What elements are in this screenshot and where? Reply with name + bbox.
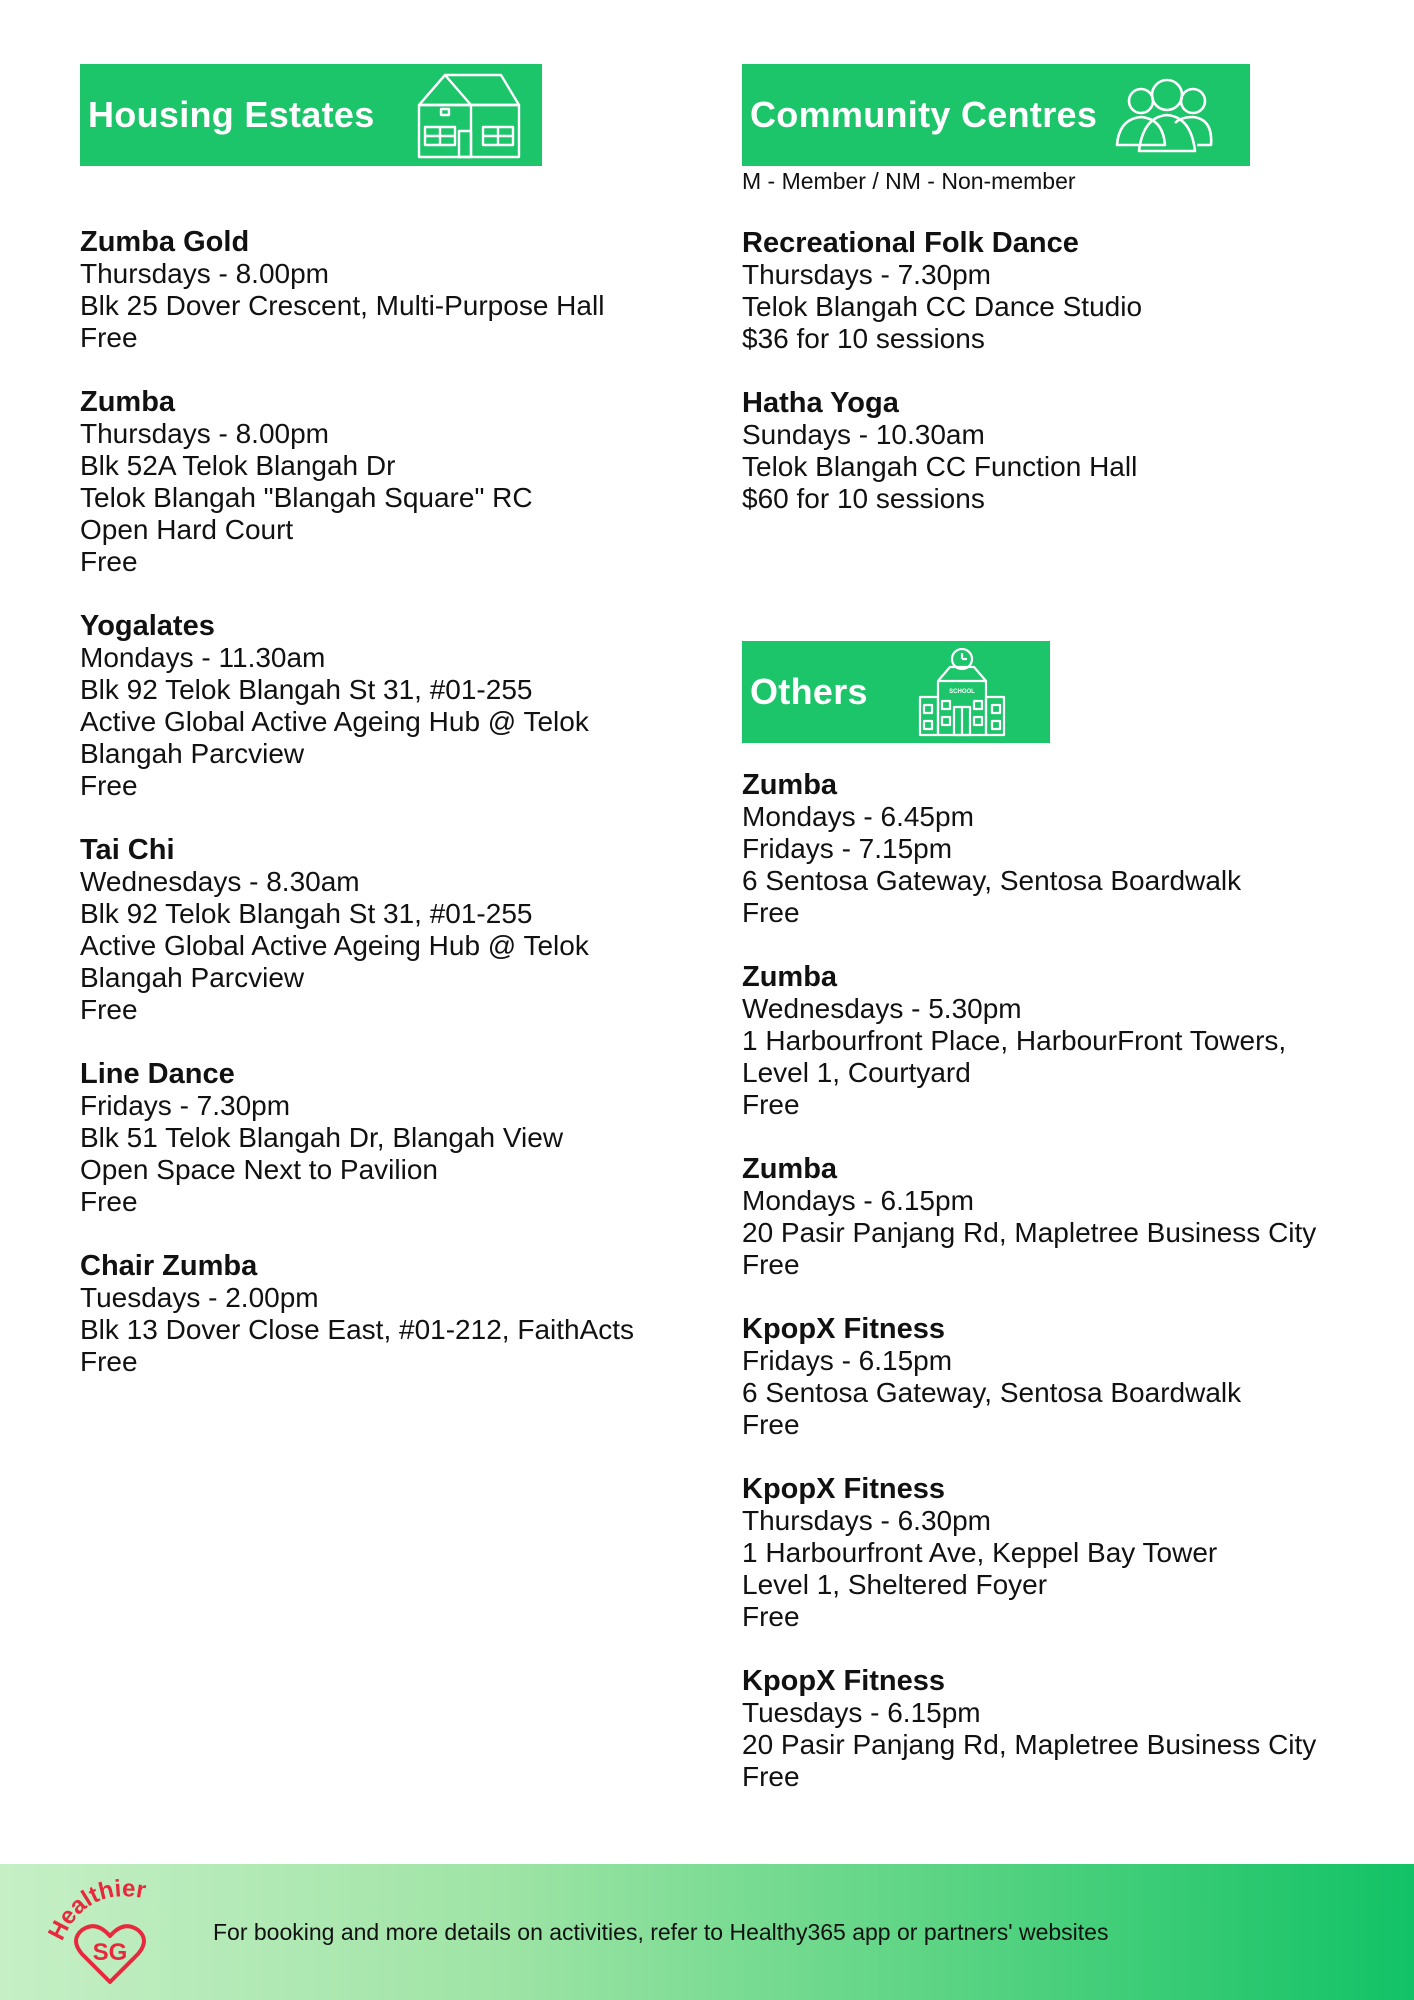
activity-detail: 1 Harbourfront Ave, Keppel Bay Tower — [742, 1537, 1218, 1568]
footer-bar — [0, 1864, 1414, 2000]
activity-detail: Open Space Next to Pavilion — [80, 1154, 438, 1185]
community-activity-list — [742, 227, 1382, 515]
community-centres-section — [742, 64, 1382, 547]
house-icon — [415, 69, 523, 161]
activity-item — [80, 226, 680, 354]
activity-detail: Mondays - 11.30am — [80, 642, 326, 673]
activity-detail: Thursdays - 7.30pm — [742, 259, 991, 290]
activity-detail: Level 1, Sheltered Foyer — [742, 1569, 1048, 1600]
activity-detail: Blk 92 Telok Blangah St 31, #01-255 — [80, 674, 533, 705]
activity-detail: Free — [742, 1409, 800, 1440]
activity-name: Chair Zumba — [80, 1250, 258, 1282]
school-sign-text: SCHOOL — [949, 689, 975, 695]
activity-name: Zumba — [742, 961, 838, 993]
activity-detail: Blk 52A Telok Blangah Dr — [80, 450, 396, 481]
activity-name: Hatha Yoga — [742, 387, 899, 419]
logo-top-text: ealthier — [53, 1876, 148, 1930]
activity-detail: Active Global Active Ageing Hub @ Telok — [80, 706, 589, 737]
activity-detail: Free — [80, 546, 138, 577]
housing-estates-section — [80, 64, 680, 1410]
activity-name: KpopX Fitness — [742, 1313, 946, 1345]
activity-item — [742, 387, 1382, 515]
activity-item — [742, 1153, 1382, 1281]
activity-name: KpopX Fitness — [742, 1473, 946, 1505]
activity-item — [742, 227, 1382, 355]
activity-detail: 20 Pasir Panjang Rd, Mapletree Business City — [742, 1217, 1317, 1248]
activity-item — [80, 834, 680, 1026]
activity-detail: Free — [742, 1761, 800, 1792]
activity-item — [80, 1250, 680, 1378]
section-title: Community Centres — [750, 94, 1098, 135]
activity-detail: Mondays - 6.45pm — [742, 801, 974, 832]
activity-detail: Free — [80, 770, 138, 801]
activity-item — [742, 1473, 1382, 1633]
activity-detail: Wednesdays - 8.30am — [80, 866, 360, 897]
activity-detail: Mondays - 6.15pm — [742, 1185, 974, 1216]
activity-name: Zumba — [742, 769, 838, 801]
section-title: Others — [750, 671, 868, 712]
activity-name: Tai Chi — [80, 834, 175, 866]
activity-detail: Fridays - 6.15pm — [742, 1345, 953, 1376]
activity-detail: Open Hard Court — [80, 514, 294, 545]
activity-detail: Level 1, Courtyard — [742, 1057, 971, 1088]
activity-detail: Fridays - 7.15pm — [742, 833, 953, 864]
activity-detail: 20 Pasir Panjang Rd, Mapletree Business City — [742, 1729, 1317, 1760]
footer-note: For booking and more details on activities, refer to Healthy365 app or partners' websites — [213, 1918, 1109, 1945]
logo-bottom-text: SG — [92, 1939, 128, 1966]
activity-detail: Blk 13 Dover Close East, #01-212, FaithActs — [80, 1314, 635, 1345]
activity-detail: Thursdays - 8.00pm — [80, 418, 329, 449]
activity-name: Yogalates — [80, 610, 215, 642]
community-centres-banner — [742, 64, 1250, 166]
activity-detail: Free — [80, 1346, 138, 1377]
activity-detail: 1 Harbourfront Place, HarbourFront Towers, — [742, 1025, 1287, 1056]
activity-detail: Free — [742, 1089, 800, 1120]
activity-detail: Telok Blangah "Blangah Square" RC — [80, 482, 533, 513]
activity-detail: Blangah Parcview — [80, 738, 305, 769]
activity-detail: Free — [80, 1186, 138, 1217]
activity-detail: 6 Sentosa Gateway, Sentosa Boardwalk — [742, 865, 1242, 896]
housing-activity-list — [80, 226, 680, 1378]
activity-detail: 6 Sentosa Gateway, Sentosa Boardwalk — [742, 1377, 1242, 1408]
activity-item — [742, 961, 1382, 1121]
activity-name: Recreational Folk Dance — [742, 227, 1079, 259]
activity-detail: Tuesdays - 6.15pm — [742, 1697, 981, 1728]
others-section — [742, 641, 1382, 1825]
others-banner — [742, 641, 1050, 743]
activity-name: KpopX Fitness — [742, 1665, 946, 1697]
activity-name: Line Dance — [80, 1058, 235, 1090]
activity-detail: Telok Blangah CC Function Hall — [742, 451, 1138, 482]
activity-detail: Active Global Active Ageing Hub @ Telok — [80, 930, 589, 961]
activity-item — [742, 1665, 1382, 1793]
activity-detail: Blangah Parcview — [80, 962, 305, 993]
housing-estates-banner — [80, 64, 542, 166]
school-icon — [916, 645, 1008, 739]
activity-detail: Free — [80, 322, 138, 353]
activity-item — [742, 1313, 1382, 1441]
activity-detail: Tuesdays - 2.00pm — [80, 1282, 319, 1313]
activity-item — [80, 610, 680, 802]
activity-name: Zumba — [742, 1153, 838, 1185]
section-title: Housing Estates — [88, 94, 375, 135]
activity-detail: Telok Blangah CC Dance Studio — [742, 291, 1143, 322]
svg-text:Healthier — [48, 1876, 148, 1944]
activity-detail: Wednesdays - 5.30pm — [742, 993, 1022, 1024]
others-activity-list — [742, 769, 1382, 1793]
activity-item — [80, 1058, 680, 1218]
activity-detail: Thursdays - 6.30pm — [742, 1505, 991, 1536]
activity-detail: Free — [742, 1601, 800, 1632]
activity-detail: Blk 51 Telok Blangah Dr, Blangah View — [80, 1122, 564, 1153]
activity-item — [742, 769, 1382, 929]
activity-name: Zumba — [80, 386, 176, 418]
activity-detail: $36 for 10 sessions — [742, 323, 985, 354]
activity-detail: $60 for 10 sessions — [742, 483, 985, 514]
activity-detail: Sundays - 10.30am — [742, 419, 985, 450]
healthier-sg-heart-logo — [48, 1876, 172, 1988]
people-icon — [1111, 73, 1215, 157]
activity-detail: Free — [742, 897, 800, 928]
activity-item — [80, 386, 680, 578]
activity-detail: Free — [742, 1249, 800, 1280]
activity-detail: Thursdays - 8.00pm — [80, 258, 329, 289]
activity-name: Zumba Gold — [80, 226, 250, 258]
activity-detail: Blk 25 Dover Crescent, Multi-Purpose Hall — [80, 290, 605, 321]
membership-note: M - Member / NM - Non-member — [742, 168, 1076, 194]
activity-detail: Fridays - 7.30pm — [80, 1090, 291, 1121]
activity-detail: Free — [80, 994, 138, 1025]
activity-detail: Blk 92 Telok Blangah St 31, #01-255 — [80, 898, 533, 929]
